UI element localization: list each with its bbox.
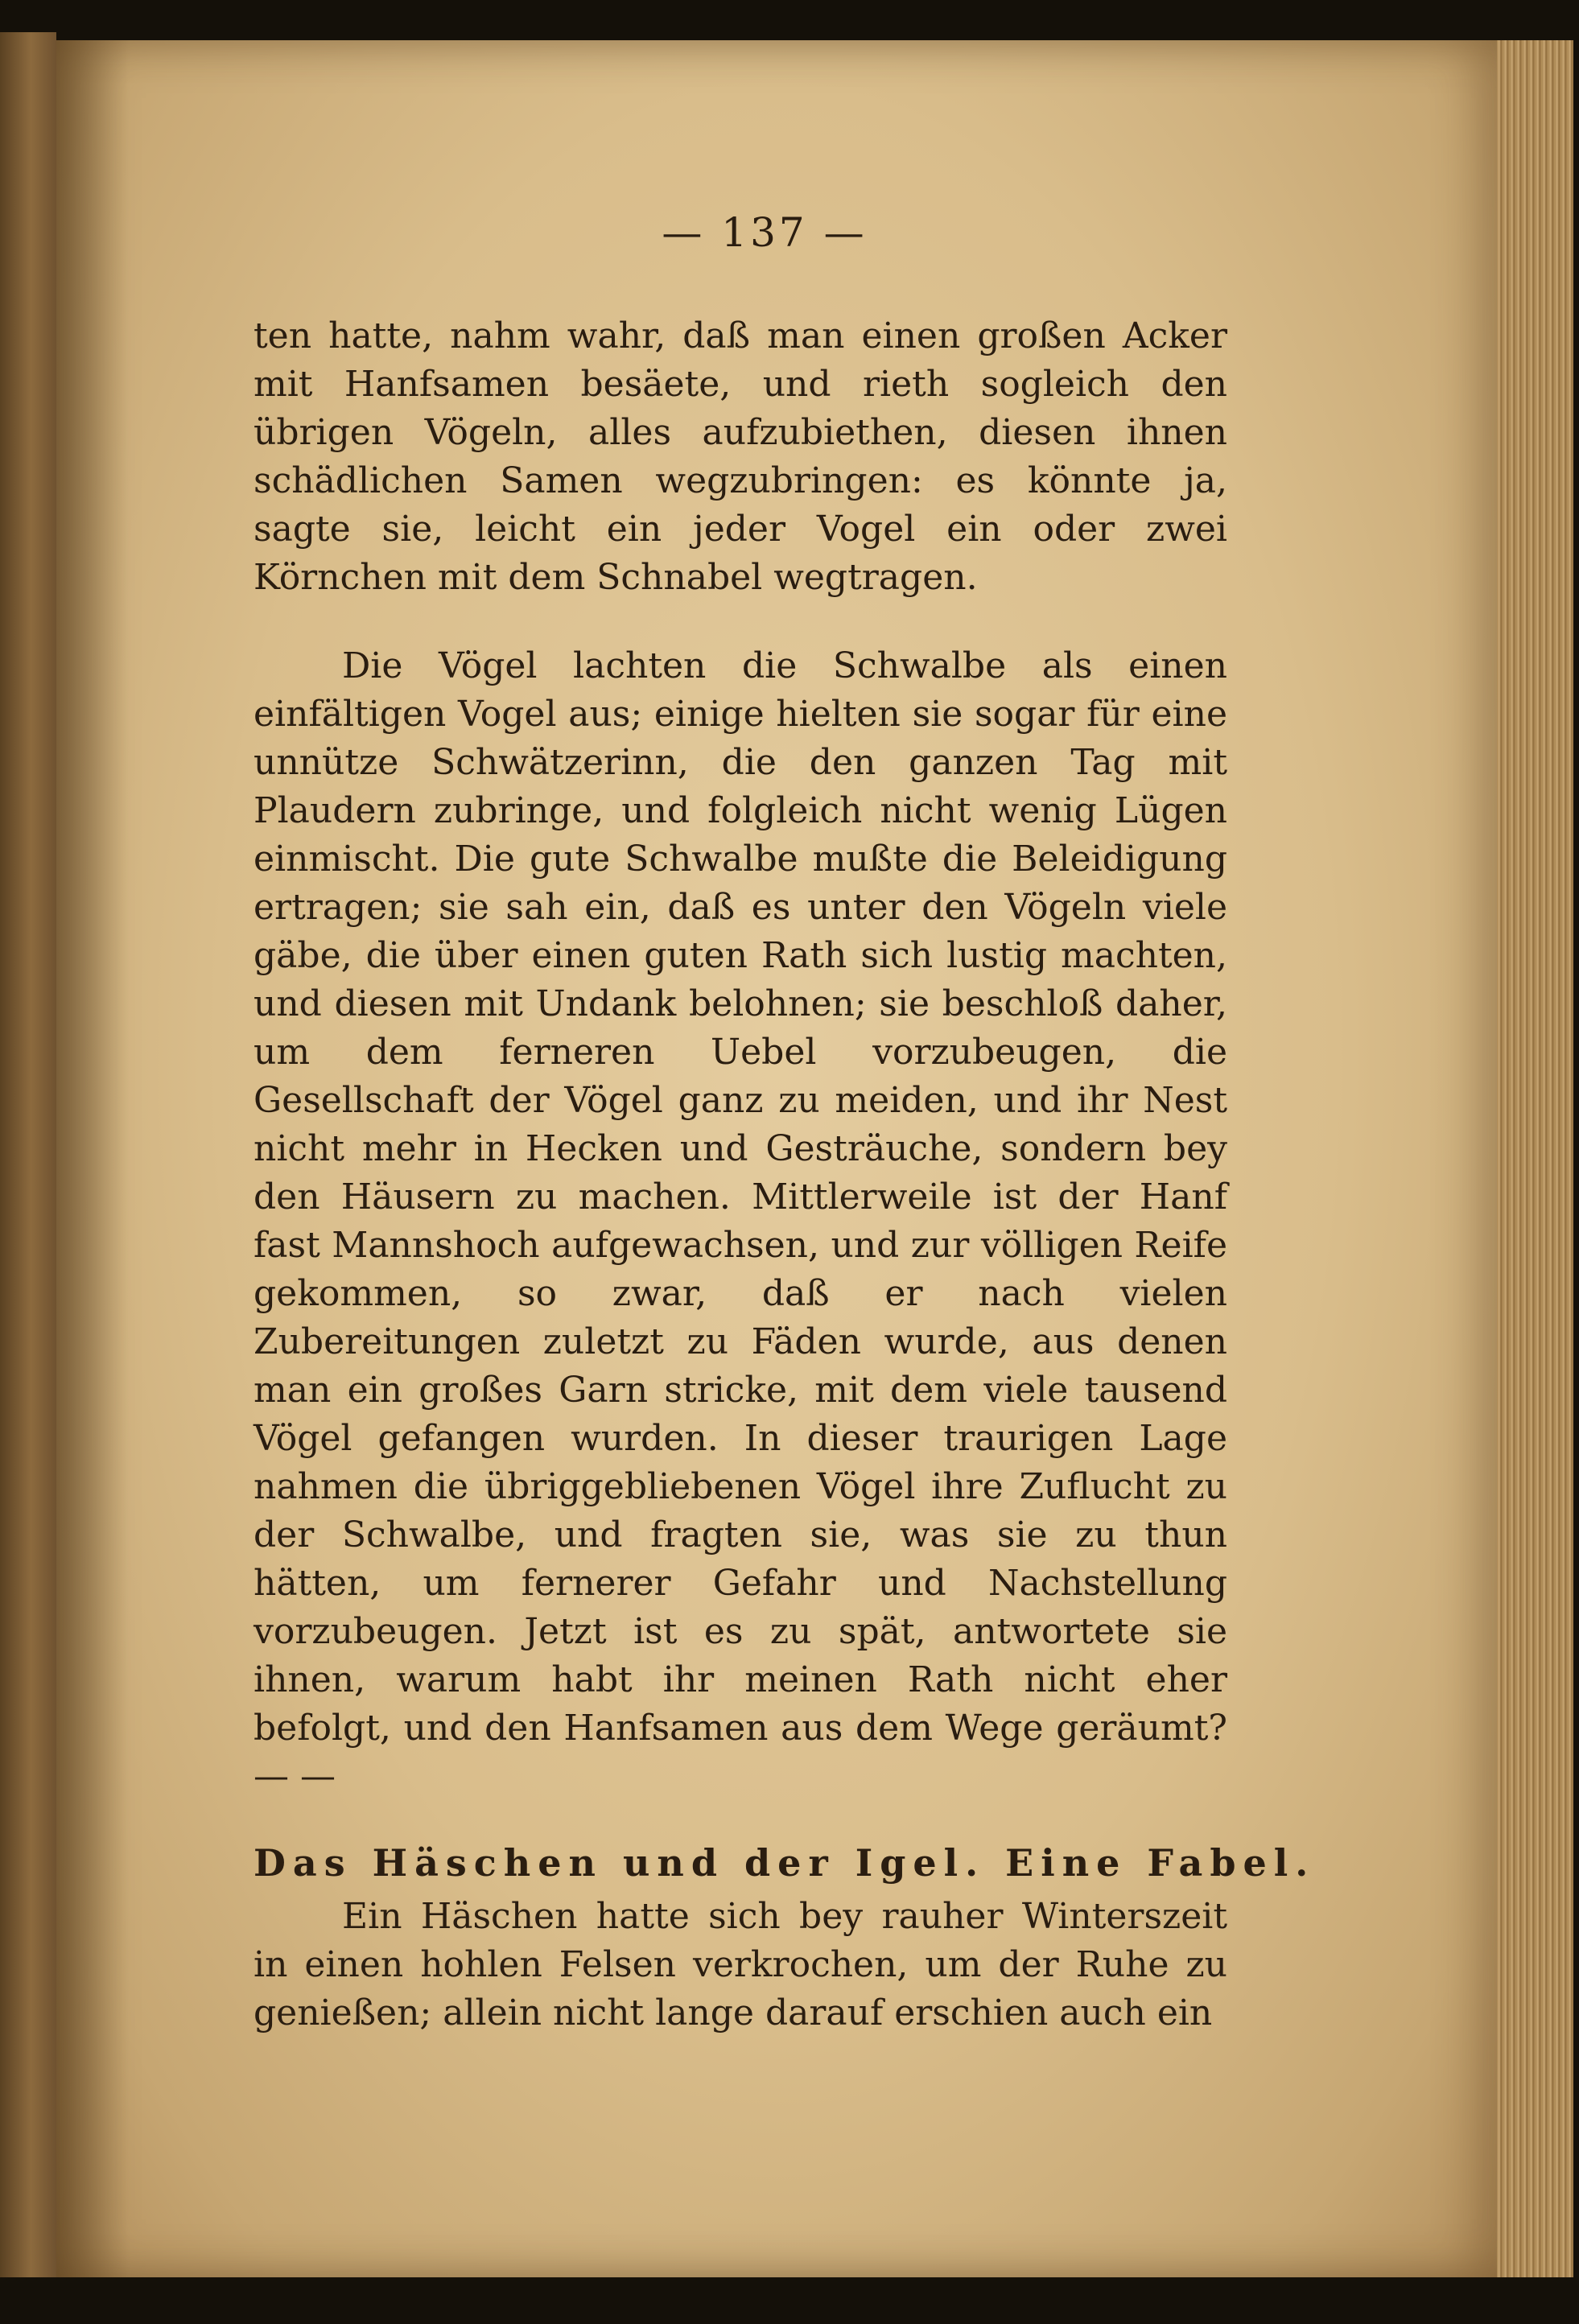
paragraph-birds-laugh: Die Vögel lachten die Schwalbe als einen einfältigen Vogel aus; einige hielten sie sogar für eine unnütze Schwätzerinn, die den ganzen Tag mit Plaudern zubringe, und folgleich nicht wenig Lügen einmischt. Die gute Schwalbe mußte die Beleidigung ertragen; sie sah ein, daß es unter den Vögeln viele gäbe, die über einen guten Rath sich lustig machten, und diesen mit Undank belohnen; sie beschloß daher, um dem ferneren Uebel vorzubeugen, die Gesellschaft der Vögel ganz zu meiden, und ihr Nest nicht mehr in Hecken und Gesträuche, sondern bey den Häusern zu machen. Mittlerweile ist der Hanf fast Mannshoch aufgewachsen, und zur völligen Reife gekommen, so zwar, daß er nach vielen Zubereitungen zuletzt zu Fäden wurde, aus denen man ein großes Garn stricke, mit dem viele tausend Vögel gefangen wurden. In dieser traurigen Lage nahmen die übriggebliebenen Vögel ihre Zuflucht zu der Schwalbe, und fragten sie, was sie zu thun hätten, um fernerer Gefahr und Nachstellung vorzubeugen. Jetzt ist es zu spät, antwortete sie ihnen, warum habt ihr meinen Rath nicht eher befolgt, und den Hanfsamen aus dem Wege geräumt? — — [254, 645, 1227, 1797]
fable-heading: Das Häschen und der Igel. Eine Fabel. [254, 1841, 1316, 1885]
spine-shadow [56, 40, 129, 2277]
page-stack-edge [1497, 40, 1573, 2277]
page-number: — 137 — [662, 209, 868, 256]
paragraph-swallow-advice: ten hatte, nahm wahr, daß man einen großen Acker mit Hanfsamen besäete, und rieth sogleich den übrigen Vögeln, alles aufzubiethen, diesen ihnen schädlichen Samen wegzubringen: es könnte ja, sagte sie, leicht ein jeder Vogel ein oder zwei Körnchen mit dem Schnabel wegtragen. [254, 315, 1227, 598]
page-content [254, 209, 1316, 2038]
paragraph-hare-fable: Ein Häschen hatte sich bey rauher Winterszeit in einen hohlen Felsen verkrochen, um der Ruhe zu genießen; allein nicht lange darauf erschien auch ein [254, 1896, 1227, 2034]
left-page-edge [0, 32, 56, 2277]
